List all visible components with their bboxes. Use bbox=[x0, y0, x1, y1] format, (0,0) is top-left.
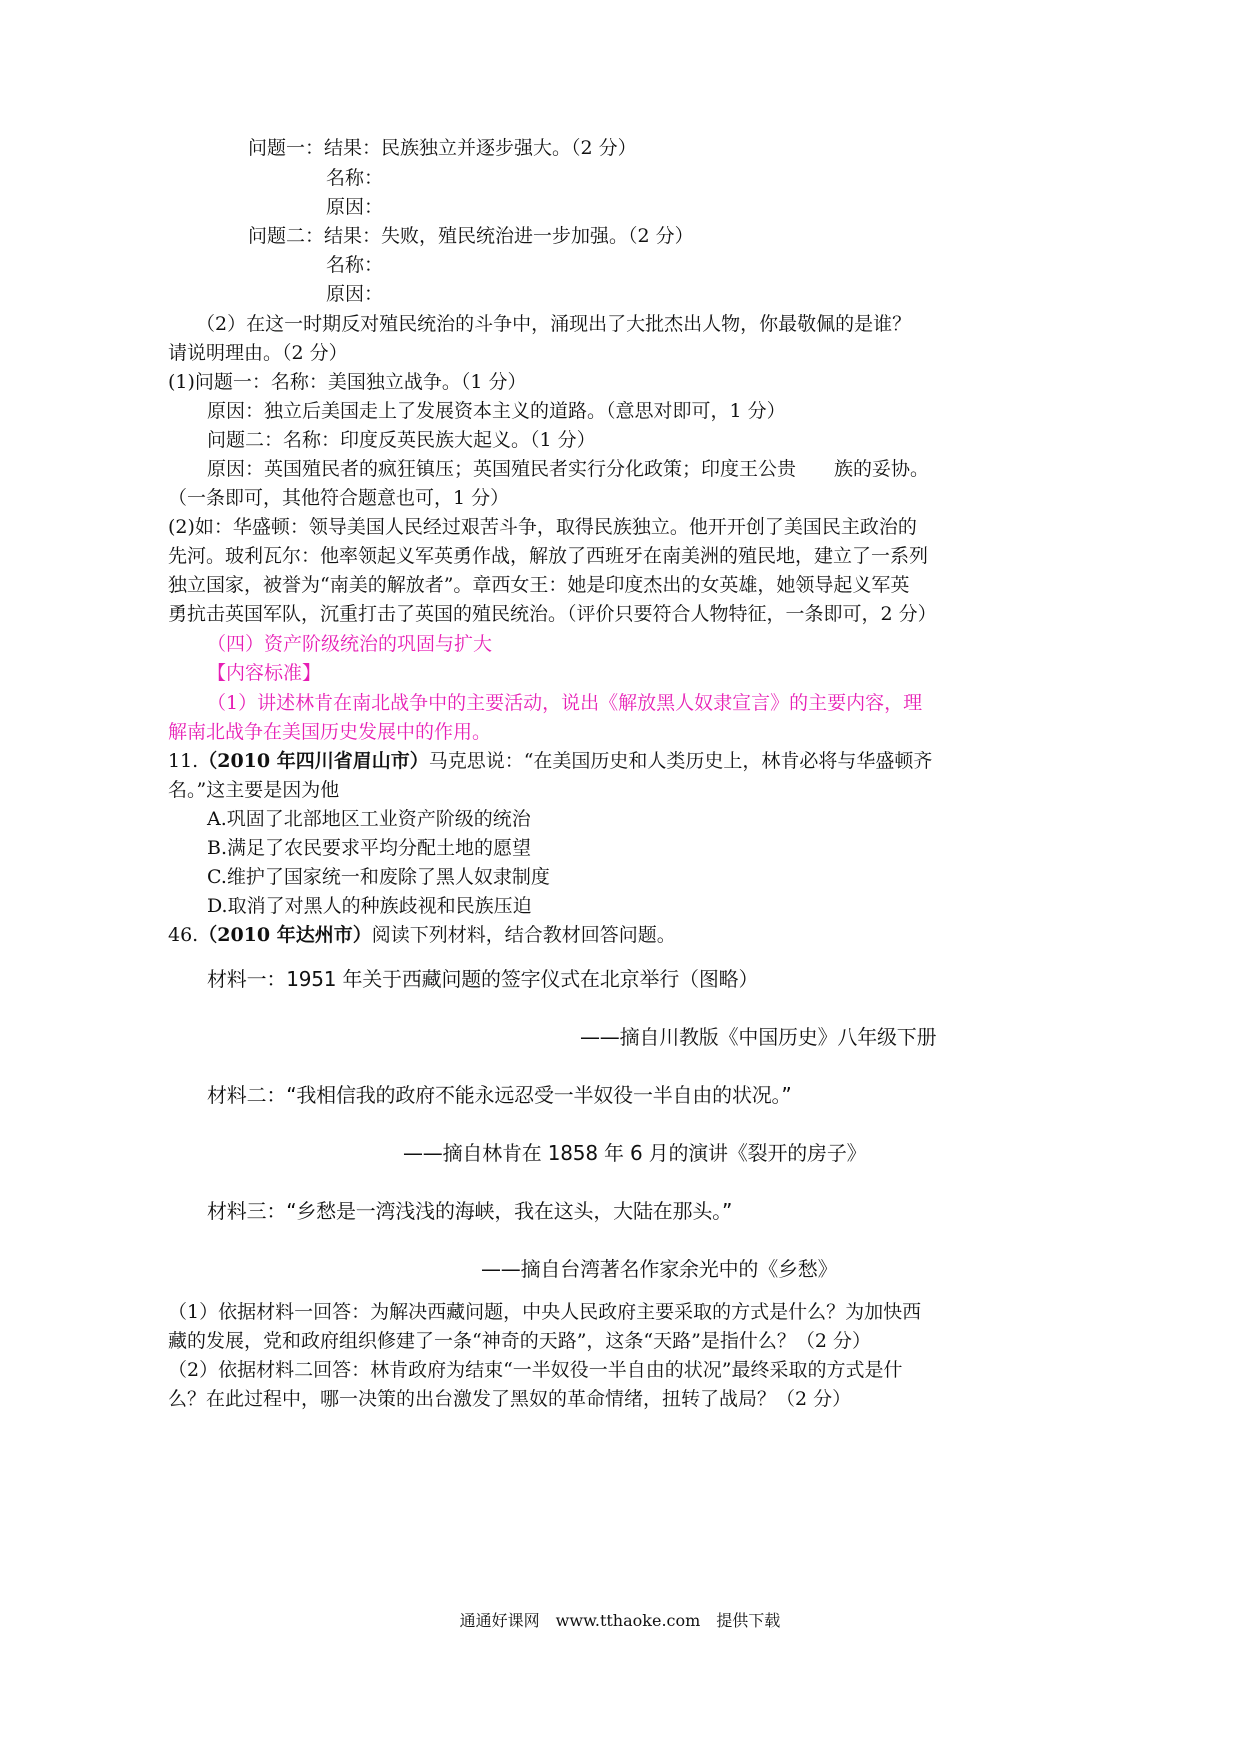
q2-result: 问题二：结果：失败，殖民统治进一步加强。（2 分） bbox=[248, 225, 694, 247]
q1-name: 名称： bbox=[326, 167, 384, 189]
material-1-source: ——摘自川教版《中国历史》八年级下册 bbox=[580, 1025, 937, 1049]
q1-reason: 原因： bbox=[326, 196, 384, 218]
answer-line: (2)如：华盛顿：领导美国人民经过艰苦斗争，取得民族独立。他开开创了美国民主政治的 bbox=[168, 516, 917, 538]
q1-result: 问题一：结果：民族独立并逐步强大。（2 分） bbox=[248, 137, 637, 159]
sub-question-1-line2: 藏的发展，党和政府组织修建了一条“神奇的天路”，这条“天路”是指什么？（2 分） bbox=[168, 1330, 871, 1352]
question-source: （2010 年达州市） bbox=[198, 924, 372, 946]
q2-name: 名称： bbox=[326, 254, 384, 276]
sub-question-2-line2: 么？在此过程中，哪一决策的出台激发了黑奴的革命情绪，扭转了战局？（2 分） bbox=[168, 1388, 852, 1410]
material-2-source: ——摘自林肯在 1858 年 6 月的演讲《裂开的房子》 bbox=[403, 1141, 867, 1165]
option-a: A.巩固了北部地区工业资产阶级的统治 bbox=[207, 808, 531, 830]
question-46-stem bbox=[168, 922, 676, 948]
question-source: （2010 年四川省眉山市） bbox=[198, 750, 429, 772]
material-3-source: ——摘自台湾著名作家余光中的《乡愁》 bbox=[481, 1257, 838, 1281]
material-3: 材料三：“乡愁是一湾浅浅的海峡，我在这头，大陆在那头。” bbox=[207, 1199, 733, 1223]
answer-line: （一条即可，其他符合题意也可，1 分） bbox=[168, 487, 510, 509]
option-b: B.满足了农民要求平均分配土地的愿望 bbox=[207, 837, 532, 859]
question-number: 46. bbox=[168, 924, 199, 946]
standard-line2: 解南北战争在美国历史发展中的作用。 bbox=[168, 721, 492, 743]
question-11-stem bbox=[168, 748, 932, 774]
question-text: 马克思说：“在美国历史和人类历史上，林肯必将与华盛顿齐 bbox=[428, 750, 933, 772]
option-c: C.维护了国家统一和废除了黑人奴隶制度 bbox=[207, 866, 550, 888]
question-number: 11. bbox=[168, 750, 199, 772]
answer-line: 问题二：名称：印度反英民族大起义。（1 分） bbox=[207, 429, 596, 451]
answer-line: 原因：英国殖民者的疯狂镇压；英国殖民者实行分化政策；印度王公贵 族的妥协。 bbox=[207, 458, 930, 480]
answer-line: 独立国家，被誉为“南美的解放者”。章西女王：她是印度杰出的女英雄，她领导起义军英 bbox=[168, 574, 910, 596]
material-1: 材料一：1951 年关于西藏问题的签字仪式在北京举行（图略） bbox=[207, 967, 759, 991]
answer-line: (1)问题一：名称：美国独立战争。（1 分） bbox=[168, 371, 527, 393]
sub-question-1-line1: （1）依据材料一回答：为解决西藏问题，中央人民政府主要采取的方式是什么？为加快西 bbox=[168, 1301, 922, 1323]
option-d: D.取消了对黑人的种族歧视和民族压迫 bbox=[207, 895, 532, 917]
standard-line1: （1）讲述林肯在南北战争中的主要活动，说出《解放黑人奴隶宣言》的主要内容，理 bbox=[207, 692, 923, 714]
answer-line: 原因：独立后美国走上了发展资本主义的道路。（意思对即可，1 分） bbox=[207, 400, 786, 422]
part2-line1: （2）在这一时期反对殖民统治的斗争中，涌现出了大批杰出人物，你最敬佩的是谁？ bbox=[196, 313, 912, 335]
part2-line2: 请说明理由。（2 分） bbox=[168, 342, 348, 364]
question-11-stem-line2: 名。”这主要是因为他 bbox=[168, 779, 340, 801]
question-text: 阅读下列材料，结合教材回答问题。 bbox=[371, 924, 676, 946]
content-standard-label: 【内容标准】 bbox=[207, 662, 322, 684]
sub-question-2-line1: （2）依据材料二回答：林肯政府为结束“一半奴役一半自由的状况”最终采取的方式是什 bbox=[168, 1359, 903, 1381]
section-heading: （四）资产阶级统治的巩固与扩大 bbox=[207, 633, 493, 655]
answer-line: 勇抗击英国军队，沉重打击了英国的殖民统治。（评价只要符合人物特征，一条即可，2 分） bbox=[168, 603, 937, 625]
material-2: 材料二：“我相信我的政府不能永远忍受一半奴役一半自由的状况。” bbox=[207, 1083, 792, 1107]
page-footer: 通通好课网 www.tthaoke.com 提供下载 bbox=[459, 1611, 781, 1630]
answer-line: 先河。玻利瓦尔：他率领起义军英勇作战，解放了西班牙在南美洲的殖民地，建立了一系列 bbox=[168, 545, 929, 567]
q2-reason: 原因： bbox=[326, 283, 384, 305]
